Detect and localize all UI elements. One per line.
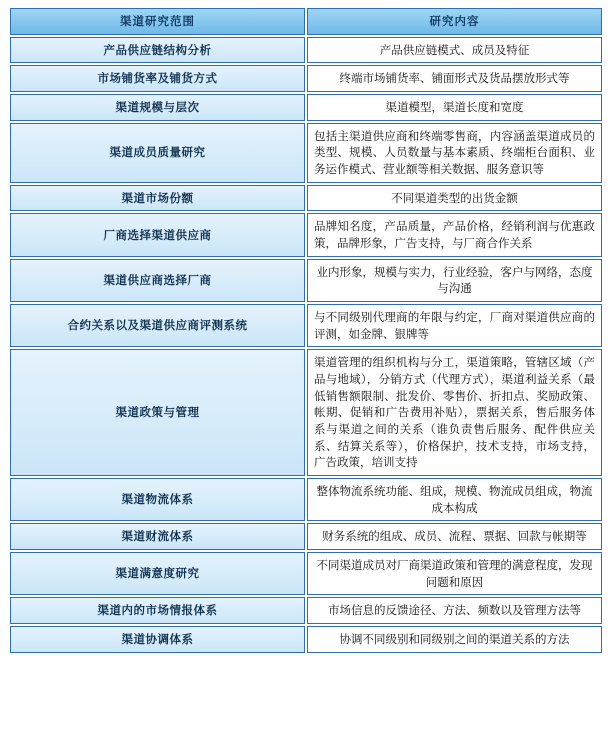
table-row [10, 626, 602, 653]
table-row [10, 65, 602, 92]
cell-content: 品牌知名度，产品质量，产品价格，经销利润与优惠政策，品牌形象，广告支持，与厂商合作关系 [307, 213, 602, 256]
table-row [10, 478, 602, 521]
table-row [10, 597, 602, 624]
table-row [10, 94, 602, 121]
table-body [10, 37, 602, 653]
cell-content: 协调不同级别和同级别之间的渠道关系的方法 [307, 626, 602, 653]
cell-content: 市场信息的反馈途径、方法、频数以及管理方法等 [307, 597, 602, 624]
table-row [10, 213, 602, 256]
cell-content: 财务系统的组成、成员、流程、票据、回款与帐期等 [307, 523, 602, 550]
cell-scope: 渠道规模与层次 [10, 94, 305, 121]
table-row [10, 123, 602, 183]
table-row [10, 185, 602, 212]
column-header-content: 研究内容 [307, 8, 602, 35]
cell-content: 不同渠道类型的出货金额 [307, 185, 602, 212]
cell-content: 渠道管理的组织机构与分工，渠道策略，管辖区域（产品与地域），分销方式（代理方式），渠道利益关系（最低销售额限制、批发价、零售价、折扣点、奖励政策、帐期、促销和广告费用补贴），票据关系，售后服务体系与渠道之间的关系（谁负责售后服务、配件供应关系、结算关系等），价格保护，技术支持，市场支持，广告政策，培训支持 [307, 349, 602, 476]
table-row [10, 37, 602, 64]
cell-scope: 渠道成员质量研究 [10, 123, 305, 183]
cell-scope: 渠道物流体系 [10, 478, 305, 521]
cell-scope: 渠道市场份额 [10, 185, 305, 212]
table-header [10, 8, 602, 35]
table-row [10, 259, 602, 302]
cell-scope: 渠道政策与管理 [10, 349, 305, 476]
cell-content: 与不同级别代理商的年限与约定，厂商对渠道供应商的评测，如金牌、银牌等 [307, 304, 602, 347]
cell-content: 产品供应链模式、成员及特征 [307, 37, 602, 64]
cell-scope: 产品供应链结构分析 [10, 37, 305, 64]
cell-scope: 渠道协调体系 [10, 626, 305, 653]
column-header-scope: 渠道研究范围 [10, 8, 305, 35]
cell-scope: 渠道供应商选择厂商 [10, 259, 305, 302]
table-header-row [10, 8, 602, 35]
cell-scope: 厂商选择渠道供应商 [10, 213, 305, 256]
table-row [10, 523, 602, 550]
cell-scope: 渠道内的市场情报体系 [10, 597, 305, 624]
table-row [10, 349, 602, 476]
cell-scope: 渠道满意度研究 [10, 552, 305, 595]
cell-content: 终端市场铺货率、铺面形式及货品摆放形式等 [307, 65, 602, 92]
table-row [10, 552, 602, 595]
cell-scope: 渠道财流体系 [10, 523, 305, 550]
cell-content: 包括主渠道供应商和终端零售商，内容涵盖渠道成员的类型、规模、人员数量与基本素质、终端柜台面积、业务运作模式、营业额等相关数据、服务意识等 [307, 123, 602, 183]
cell-content: 不同渠道成员对厂商渠道政策和管理的满意程度，发现问题和原因 [307, 552, 602, 595]
cell-content: 业内形象，规模与实力，行业经验，客户与网络，态度与沟通 [307, 259, 602, 302]
cell-content: 渠道模型，渠道长度和宽度 [307, 94, 602, 121]
table-row [10, 304, 602, 347]
research-scope-table [8, 6, 604, 655]
cell-scope: 市场铺货率及铺货方式 [10, 65, 305, 92]
cell-scope: 合约关系以及渠道供应商评测系统 [10, 304, 305, 347]
cell-content: 整体物流系统功能、组成，规模、物流成员组成，物流成本构成 [307, 478, 602, 521]
